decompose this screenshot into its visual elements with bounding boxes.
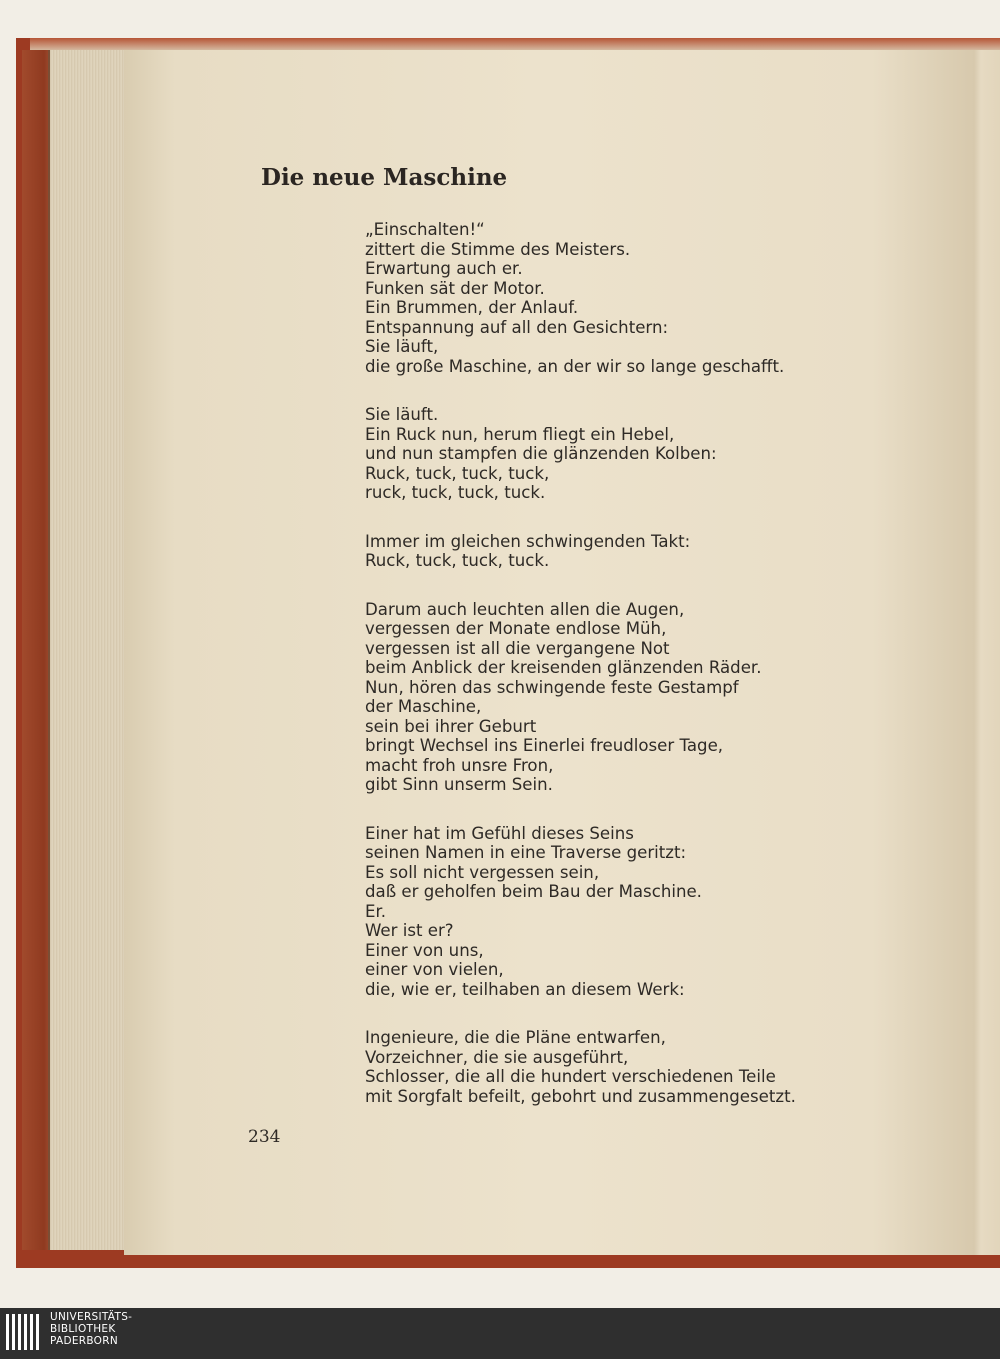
poem-line: ruck, tuck, tuck, tuck. — [365, 483, 546, 502]
poem-line: Immer im gleichen schwingenden Takt: — [365, 531, 691, 551]
poem-line: die, wie er, teilhaben an diesem Werk: — [365, 979, 685, 999]
poem-line: daß er geholfen beim Bau der Maschine. — [365, 882, 702, 901]
poem-line: Funken sät der Motor. — [365, 278, 545, 298]
poem-line: „Einschalten!“ — [365, 220, 485, 239]
poem-line: bringt Wechsel ins Einerlei freudloser Tage, — [365, 736, 724, 755]
poem-line: Vorzeichner, die sie ausgeführt, — [365, 1047, 629, 1067]
poem-line: gibt Sinn unserm Sein. — [365, 775, 553, 794]
poem-stanza — [365, 824, 835, 1000]
poem-line: Entspannung auf all den Gesichtern: — [365, 317, 669, 337]
poem-line: vergessen der Monate endlose Müh, — [365, 619, 667, 638]
poem-stanza — [365, 220, 835, 376]
poem-line: Ein Ruck nun, herum fliegt ein Hebel, — [365, 424, 675, 444]
library-logo-icon — [4, 1310, 42, 1356]
poem-line: einer von vielen, — [365, 960, 504, 979]
poem-line: Sie läuft, — [365, 337, 439, 356]
poem-line: Schlosser, die all die hundert verschiedenen Teile — [365, 1067, 776, 1086]
poem-line: Es soll nicht vergessen sein, — [365, 862, 600, 882]
poem-line: sein bei ihrer Geburt — [365, 716, 537, 736]
poem-line: Ein Brummen, der Anlauf. — [365, 298, 579, 317]
poem-line: Darum auch leuchten allen die Augen, — [365, 599, 685, 619]
poem-body — [365, 220, 835, 1135]
poem-line: mit Sorgfalt befeilt, gebohrt und zusammengesetzt. — [365, 1086, 796, 1106]
poem-line: Ruck, tuck, tuck, tuck. — [365, 551, 550, 570]
library-name-line: UNIVERSITÄTS- — [50, 1311, 133, 1323]
poem-line: Wer ist er? — [365, 921, 454, 940]
poem-stanza — [365, 1028, 835, 1106]
page-edges — [48, 50, 132, 1250]
poem-line: Einer hat im Gefühl dieses Seins — [365, 823, 634, 843]
poem-line: seinen Namen in eine Traverse geritzt: — [365, 843, 687, 862]
poem-stanza — [365, 532, 835, 571]
page-number: 234 — [248, 1127, 281, 1147]
poem-stanza — [365, 600, 835, 795]
poem-line: Er. — [365, 901, 387, 921]
poem-line: und nun stampfen die glänzenden Kolben: — [365, 444, 717, 463]
poem-title: Die neue Maschine — [261, 164, 508, 191]
poem-line: Sie läuft. — [365, 405, 439, 424]
poem-line: die große Maschine, an der wir so lange geschafft. — [365, 356, 785, 376]
poem-line: macht froh unsre Fron, — [365, 755, 554, 775]
poem-line: Ruck, tuck, tuck, tuck, — [365, 463, 550, 483]
poem-line: zittert die Stimme des Meisters. — [365, 239, 631, 259]
poem-line: Erwartung auch er. — [365, 259, 523, 278]
poem-line: Ingenieure, die die Pläne entwarfen, — [365, 1028, 666, 1047]
poem-line: vergessen ist all die vergangene Not — [365, 638, 670, 658]
library-footer — [0, 1308, 1000, 1359]
poem-line: beim Anblick der kreisenden glänzenden Räder. — [365, 658, 762, 677]
library-name-line: BIBLIOTHEK — [50, 1323, 116, 1335]
poem-line: Einer von uns, — [365, 940, 484, 960]
poem-line: Nun, hören das schwingende feste Gestampf — [365, 677, 739, 697]
poem-stanza — [365, 405, 835, 503]
library-name-line: PADERBORN — [50, 1335, 118, 1347]
poem-line: der Maschine, — [365, 697, 482, 716]
library-name — [50, 1311, 132, 1347]
